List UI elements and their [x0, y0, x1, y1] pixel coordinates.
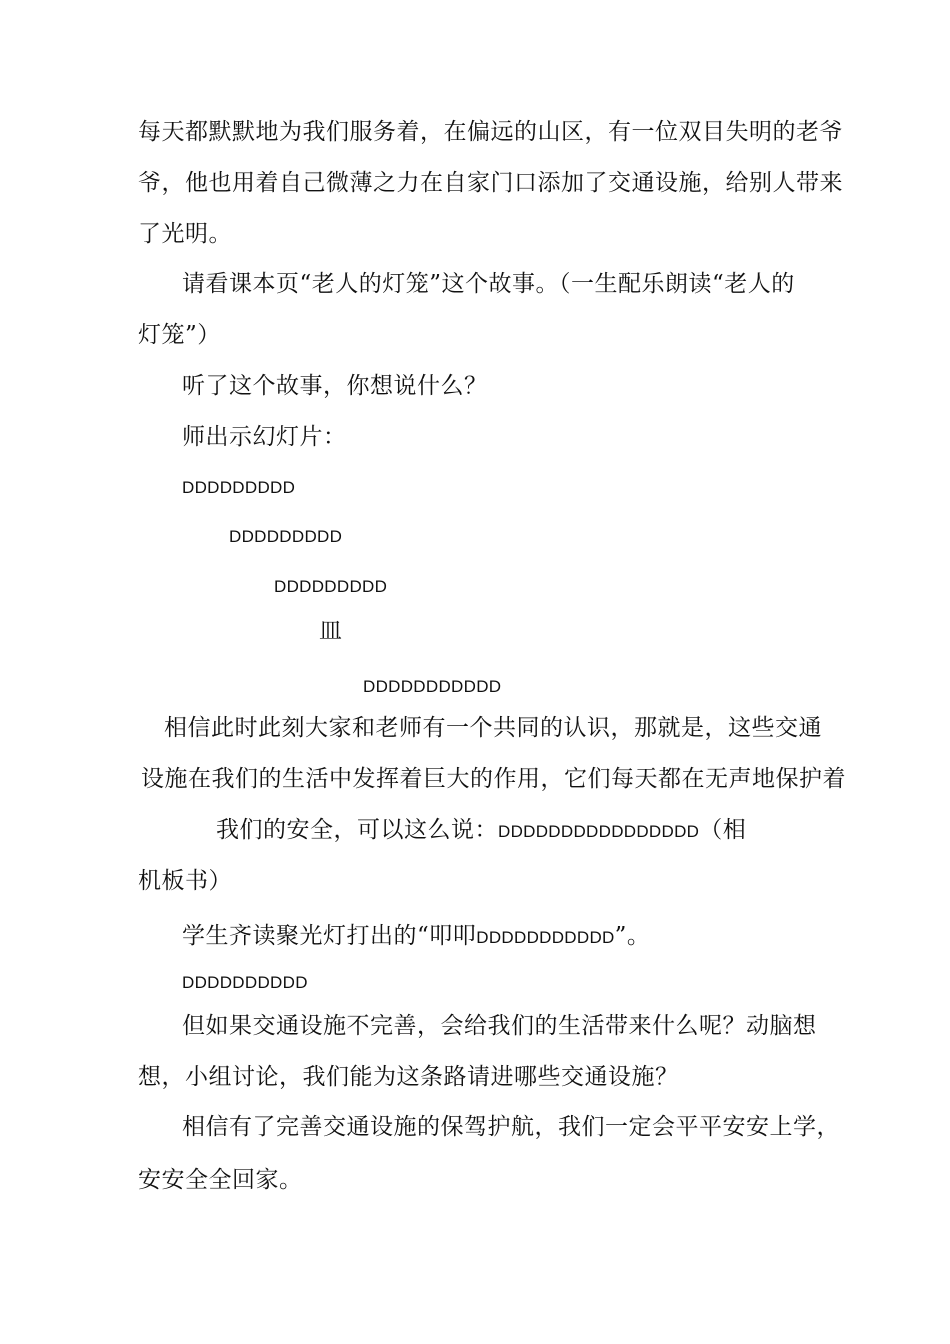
paragraph-line: 师出示幻灯片：: [182, 424, 347, 450]
slide-line: DDDDDDDDD: [182, 478, 296, 497]
placeholder-line: DDDDDDDDDD: [182, 973, 308, 992]
slide-line: DDDDDDDDD: [229, 527, 343, 546]
paragraph-line: 了光明。: [138, 221, 232, 247]
paragraph-line: [216, 815, 746, 847]
paragraph-text: （相: [699, 817, 747, 843]
paragraph-line: 请看课本页“老人的灯笼”这个故事。（一生配乐朗读“老人的: [182, 271, 795, 297]
paragraph-line: 机板书）: [138, 868, 232, 894]
paragraph-line: 爷，他也用着自己微薄之力在自家门口添加了交通设施，给别人带来: [138, 170, 843, 196]
paragraph-text: 我们的安全，可以这么说：: [216, 817, 498, 843]
paragraph-line: 想，小组讨论，我们能为这条路请进哪些交通设施？: [138, 1064, 679, 1090]
paragraph-line: 每天都默默地为我们服务着，在偏远的山区，有一位双目失明的老爷: [138, 119, 843, 145]
paragraph-line: 听了这个故事，你想说什么？: [182, 373, 488, 399]
paragraph-line: 灯笼”）: [138, 322, 221, 348]
paragraph-text: 学生齐读聚光灯打出的“叩叩: [182, 923, 477, 949]
paragraph-line: 相信有了完善交通设施的保驾护航，我们一定会平平安安上学，: [182, 1114, 840, 1140]
paragraph-line: [182, 921, 650, 953]
placeholder-text: DDDDDDDDDDDDDDDD: [498, 822, 700, 841]
placeholder-text: DDDDDDDDDDD: [476, 928, 615, 947]
slide-line: DDDDDDDDD: [274, 577, 388, 596]
slide-line: 皿: [319, 618, 343, 644]
slide-line: DDDDDDDDDDD: [363, 677, 502, 696]
paragraph-line: 相信此时此刻大家和老师有一个共同的认识，那就是，这些交通: [164, 715, 822, 741]
paragraph-line: 设施在我们的生活中发挥着巨大的作用，它们每天都在无声地保护着: [141, 766, 846, 792]
paragraph-line: 安安全全回家。: [138, 1167, 303, 1193]
paragraph-text: ”。: [614, 923, 651, 949]
paragraph-line: 但如果交通设施不完善，会给我们的生活带来什么呢？动脑想: [182, 1013, 817, 1039]
